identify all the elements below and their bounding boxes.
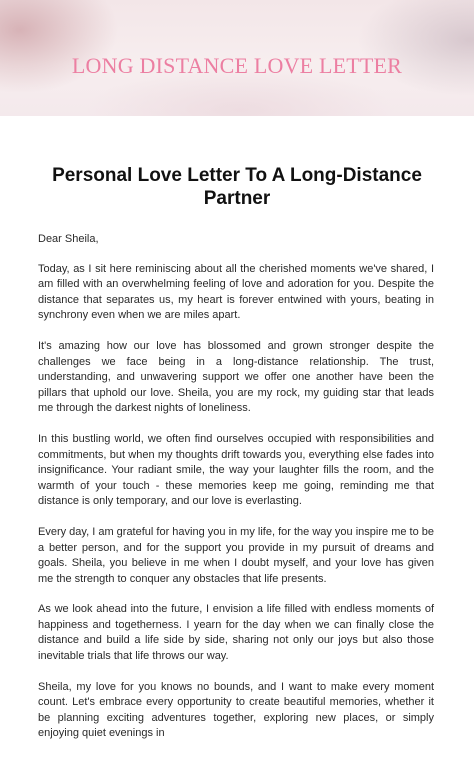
letter-paragraph: Sheila, my love for you knows no bounds, and I want to make every moment count. Let's embrace every opportunity to create beautiful memories, whether it be planning exciting adventures together, exploring new places, or simply enjoying quiet evenings in [38,680,434,740]
letter-paragraph: As we look ahead into the future, I envision a life filled with endless moments of happiness and togetherness. I yearn for the day when we can finally close the distance and build a life side by side, sharing not only our joys but also those inevitable trials that life throws our way. [38,603,434,663]
letter-paragraph: Every day, I am grateful for having you in my life, for the way you inspire me to be a better person, and for the support you provide in my pursuit of dreams and goals. Sheila, you believe in me when I doubt myself, and your love has given me the strength to conquer any obstacles that life presents. [38,525,434,585]
header-banner [0,0,474,116]
letter-paragraph: Today, as I sit here reminiscing about all the cherished moments we've shared, I am filled with an overwhelming feeling of love and adoration for you. Despite the distance that separates us, my heart is forever entwined with yours, beating in synchrony even when we are miles apart. [38,262,434,322]
banner-title: LONG DISTANCE LOVE LETTER [71,53,403,78]
letter-paragraph: It's amazing how our love has blossomed and grown stronger despite the challenges we face being in a long-distance relationship. The trust, understanding, and unwavering support we offer one another have been the pillars that uphold our love. Sheila, you are my rock, my guiding star that leads me through the darkest nights of loneliness. [38,339,434,415]
document-heading: Personal Love Letter To A Long-Distance Partner [52,165,422,209]
letter-body [38,232,434,757]
salutation: Dear Sheila, [38,233,99,245]
letter-paragraph: In this bustling world, we often find ourselves occupied with responsibilities and commitments, but when my thoughts drift towards you, everything else fades into insignificance. Your radiant smile, the way your laughter fills the room, and the warmth of your touch - these memories keep me going, reminding me that distance is only temporary, and our love is everlasting. [38,432,434,508]
